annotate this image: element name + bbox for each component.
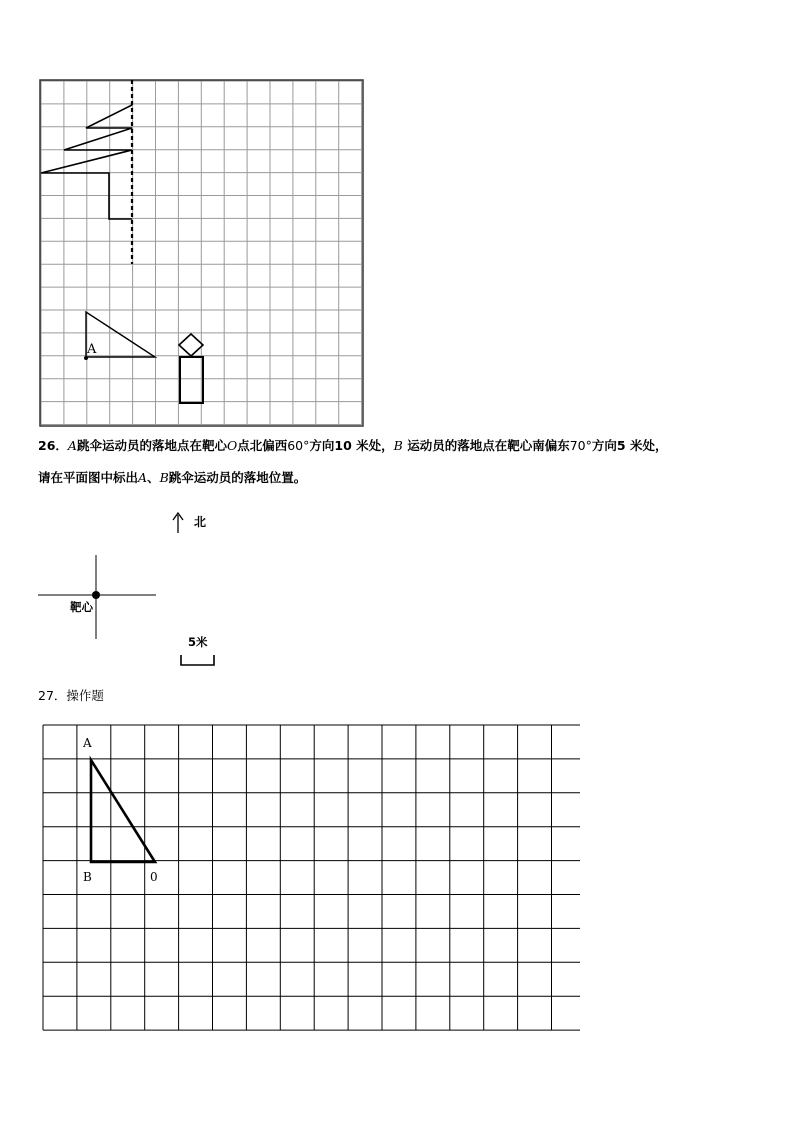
q26-sep: 、 [147, 470, 160, 485]
diamond-shape [179, 334, 203, 356]
q26-var-a: A [67, 438, 77, 453]
figure1-grid [38, 78, 366, 428]
q26-var-b: B [159, 470, 169, 485]
q26-dist1: 10 [334, 438, 352, 453]
q26-text: 点北偏西 [237, 438, 288, 453]
q26-angle1: 60° [287, 438, 310, 453]
label-o: 0 [150, 870, 158, 884]
q26-line2 [38, 470, 306, 485]
q26-line1 [38, 438, 667, 453]
q26-text: 方向 [591, 438, 617, 453]
target-center-dot [92, 591, 100, 599]
q26-text: 米处， [356, 438, 394, 453]
label-a: A [83, 736, 92, 750]
figure1-grid-lines [41, 81, 362, 425]
q27-title: 27．操作题 [38, 688, 104, 703]
q26-var-a: A [138, 470, 148, 485]
q26-number: 26． [38, 438, 68, 453]
scale-label: 5米 [188, 635, 208, 649]
q26-text: 跳伞运动员的落地位置。 [168, 470, 307, 485]
north-label: 北 [194, 515, 207, 529]
house-rectangle [180, 357, 203, 403]
q26-var-o: O [226, 438, 238, 453]
scale-bar [181, 655, 214, 665]
q26-text: 方向 [309, 438, 335, 453]
label-b: B [83, 870, 92, 884]
center-label: 靶心 [70, 600, 93, 614]
q26-text: 运动员的落地点在靶心南偏东 [407, 438, 570, 453]
q26-var-b: B [393, 438, 403, 453]
q26-dist2: 5 [616, 438, 626, 453]
q26-diagram [36, 505, 236, 673]
q26-text: 跳伞运动员的落地点在靶心 [76, 438, 227, 453]
q26-text: 米处， [629, 438, 668, 453]
q26-text: 请在平面图中标出 [38, 470, 139, 485]
label-a: A [87, 342, 97, 357]
q27-grid [40, 722, 580, 1032]
q26-angle2: 70° [569, 438, 592, 453]
triangle-abo [91, 760, 155, 862]
q27-grid-lines [43, 725, 580, 1030]
